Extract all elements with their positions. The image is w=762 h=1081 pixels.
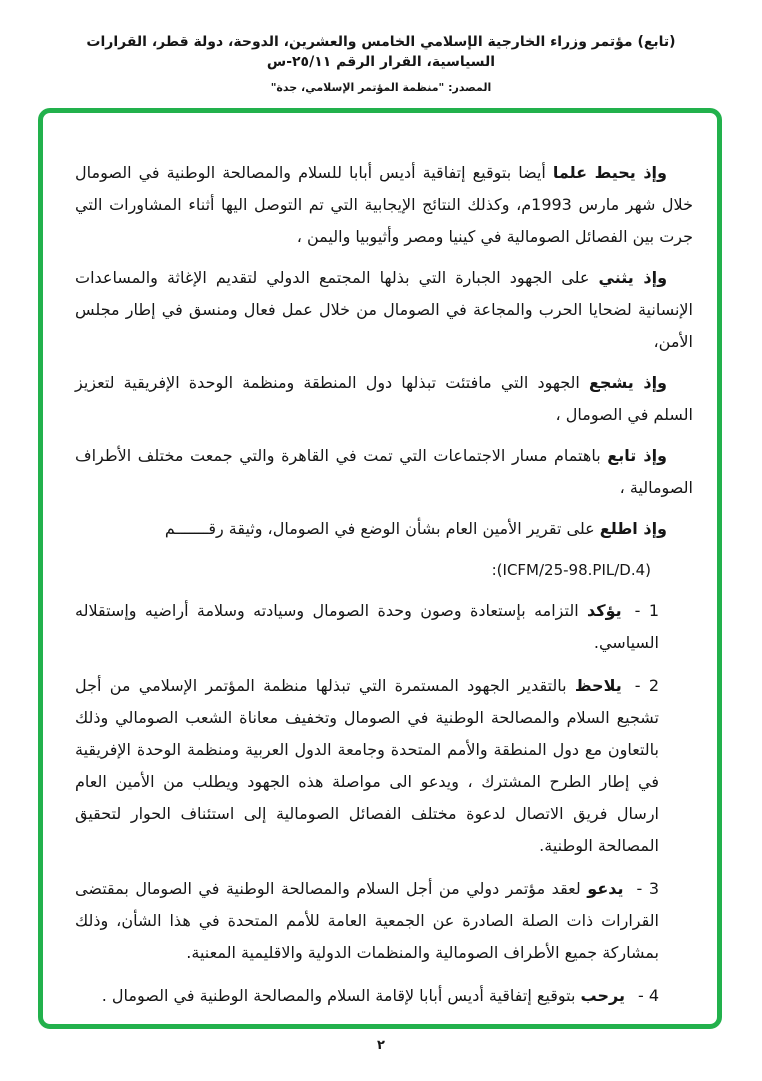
preamble-paragraph-5 [75,513,693,545]
document-body [43,113,717,1024]
document-reference-code: :(ICFM/25-98.PIL/D.4) [491,561,651,579]
resolution-item-3 [75,873,659,969]
paragraph-text: على الجهود الجبارة التي بذلها المجتمع الدولي لتقديم الإغاثة والمساعدات الإنسانية لضحايا الحرب والمجاعة في الصومال من خلال عمل فعال ومنسق في إطار مجلس الأمن، [75,268,693,351]
item-lead: يرحب [580,986,625,1005]
item-text: بتوقيع إتفاقية أديس أبابا لإقامة السلام والمصالحة الوطنية في الصومال . [101,986,581,1005]
paragraph-lead: وإذ تابع [607,446,667,465]
item-text: لعقد مؤتمر دولي من أجل السلام والمصالحة الوطنية في الصومال بمقتضى القرارات ذات الصلة الصادرة عن الجمعية العامة للأمم المتحدة في هذا الشأن، وذلك بمشاركة جميع الأطراف الصومالية والمنظمات الدولية والاقليمية المعنية. [75,879,659,962]
resolution-item-1 [75,595,659,659]
preamble-paragraph-3 [75,367,693,431]
item-number: 1 - [634,601,660,620]
green-border-frame [38,108,722,1029]
paragraph-lead: وإذ يحيط علما [552,163,667,182]
paragraph-text: أيضا بتوقيع إتفاقية أديس أبابا للسلام والمصالحة الوطنية في الصومال خلال شهر مارس 1993م، وكذلك النتائج الإيجابية التي تم التوصل اليها أثناء المشاورات التي جرت بين الفصائل الصومالية في كينيا ومصر وأثيوبيا واليمن ، [75,163,693,246]
paragraph-lead: وإذ اطلع [599,519,667,538]
resolution-item-4 [75,980,659,1012]
document-reference-line [75,554,693,586]
item-number: 2 - [634,676,660,695]
preamble-paragraph-2 [75,262,693,358]
item-lead: يؤكد [587,601,622,620]
preamble-paragraph-1 [75,157,693,253]
item-text: التزامه بإستعادة وصون وحدة الصومال وسيادته وسلامة أراضيه وإستقلاله السياسي. [75,601,659,652]
paragraph-lead: وإذ يثني [598,268,668,287]
document-header [0,32,762,94]
page-number: ٢ [377,1038,385,1053]
preamble-paragraph-4 [75,440,693,504]
paragraph-text: على تقرير الأمين العام بشأن الوضع في الصومال، وثيقة رقـــــــم [164,519,600,538]
resolution-item-2 [75,670,659,862]
header-title: (تابع) مؤتمر وزراء الخارجية الإسلامي الخامس والعشرين، الدوحة، دولة قطر، القرارات السياسية، القرار الرقم ٢٥/١١-س [86,34,676,70]
item-number: 4 - [637,986,659,1005]
header-source: المصدر: "منظمة المؤتمر الإسلامي، جدة" [270,81,492,94]
paragraph-text: باهتمام مسار الاجتماعات التي تمت في القاهرة والتي جمعت مختلف الأطراف الصومالية ، [75,446,693,497]
item-number: 3 - [636,879,660,898]
paragraph-lead: وإذ يشجع [589,373,668,392]
item-lead: يدعو [587,879,624,898]
item-text: بالتقدير الجهود المستمرة التي تبذلها منظمة المؤتمر الإسلامي من أجل تشجيع السلام والمصالحة الوطنية في الصومال وتخفيف معاناة الشعب الصومالي وذلك بالتعاون مع دول المنطقة والأمم المتحدة وجامعة الدول العربية ومنظمة الوحدة الإفريقية في إطار الطرح المشترك ، ويدعو الى مواصلة هذه الجهود ويطلب من الأمين العام ارسال فريق الاتصال لدعوة مختلف الفصائل الصومالية إلى استئناف الحوار لتحقيق المصالحة الوطنية. [75,676,659,855]
paragraph-text: الجهود التي مافتئت تبذلها دول المنطقة ومنظمة الوحدة الإفريقية لتعزيز السلم في الصومال ، [75,373,693,424]
resolution-items [75,595,693,1012]
item-lead: يلاحظ [574,676,622,695]
